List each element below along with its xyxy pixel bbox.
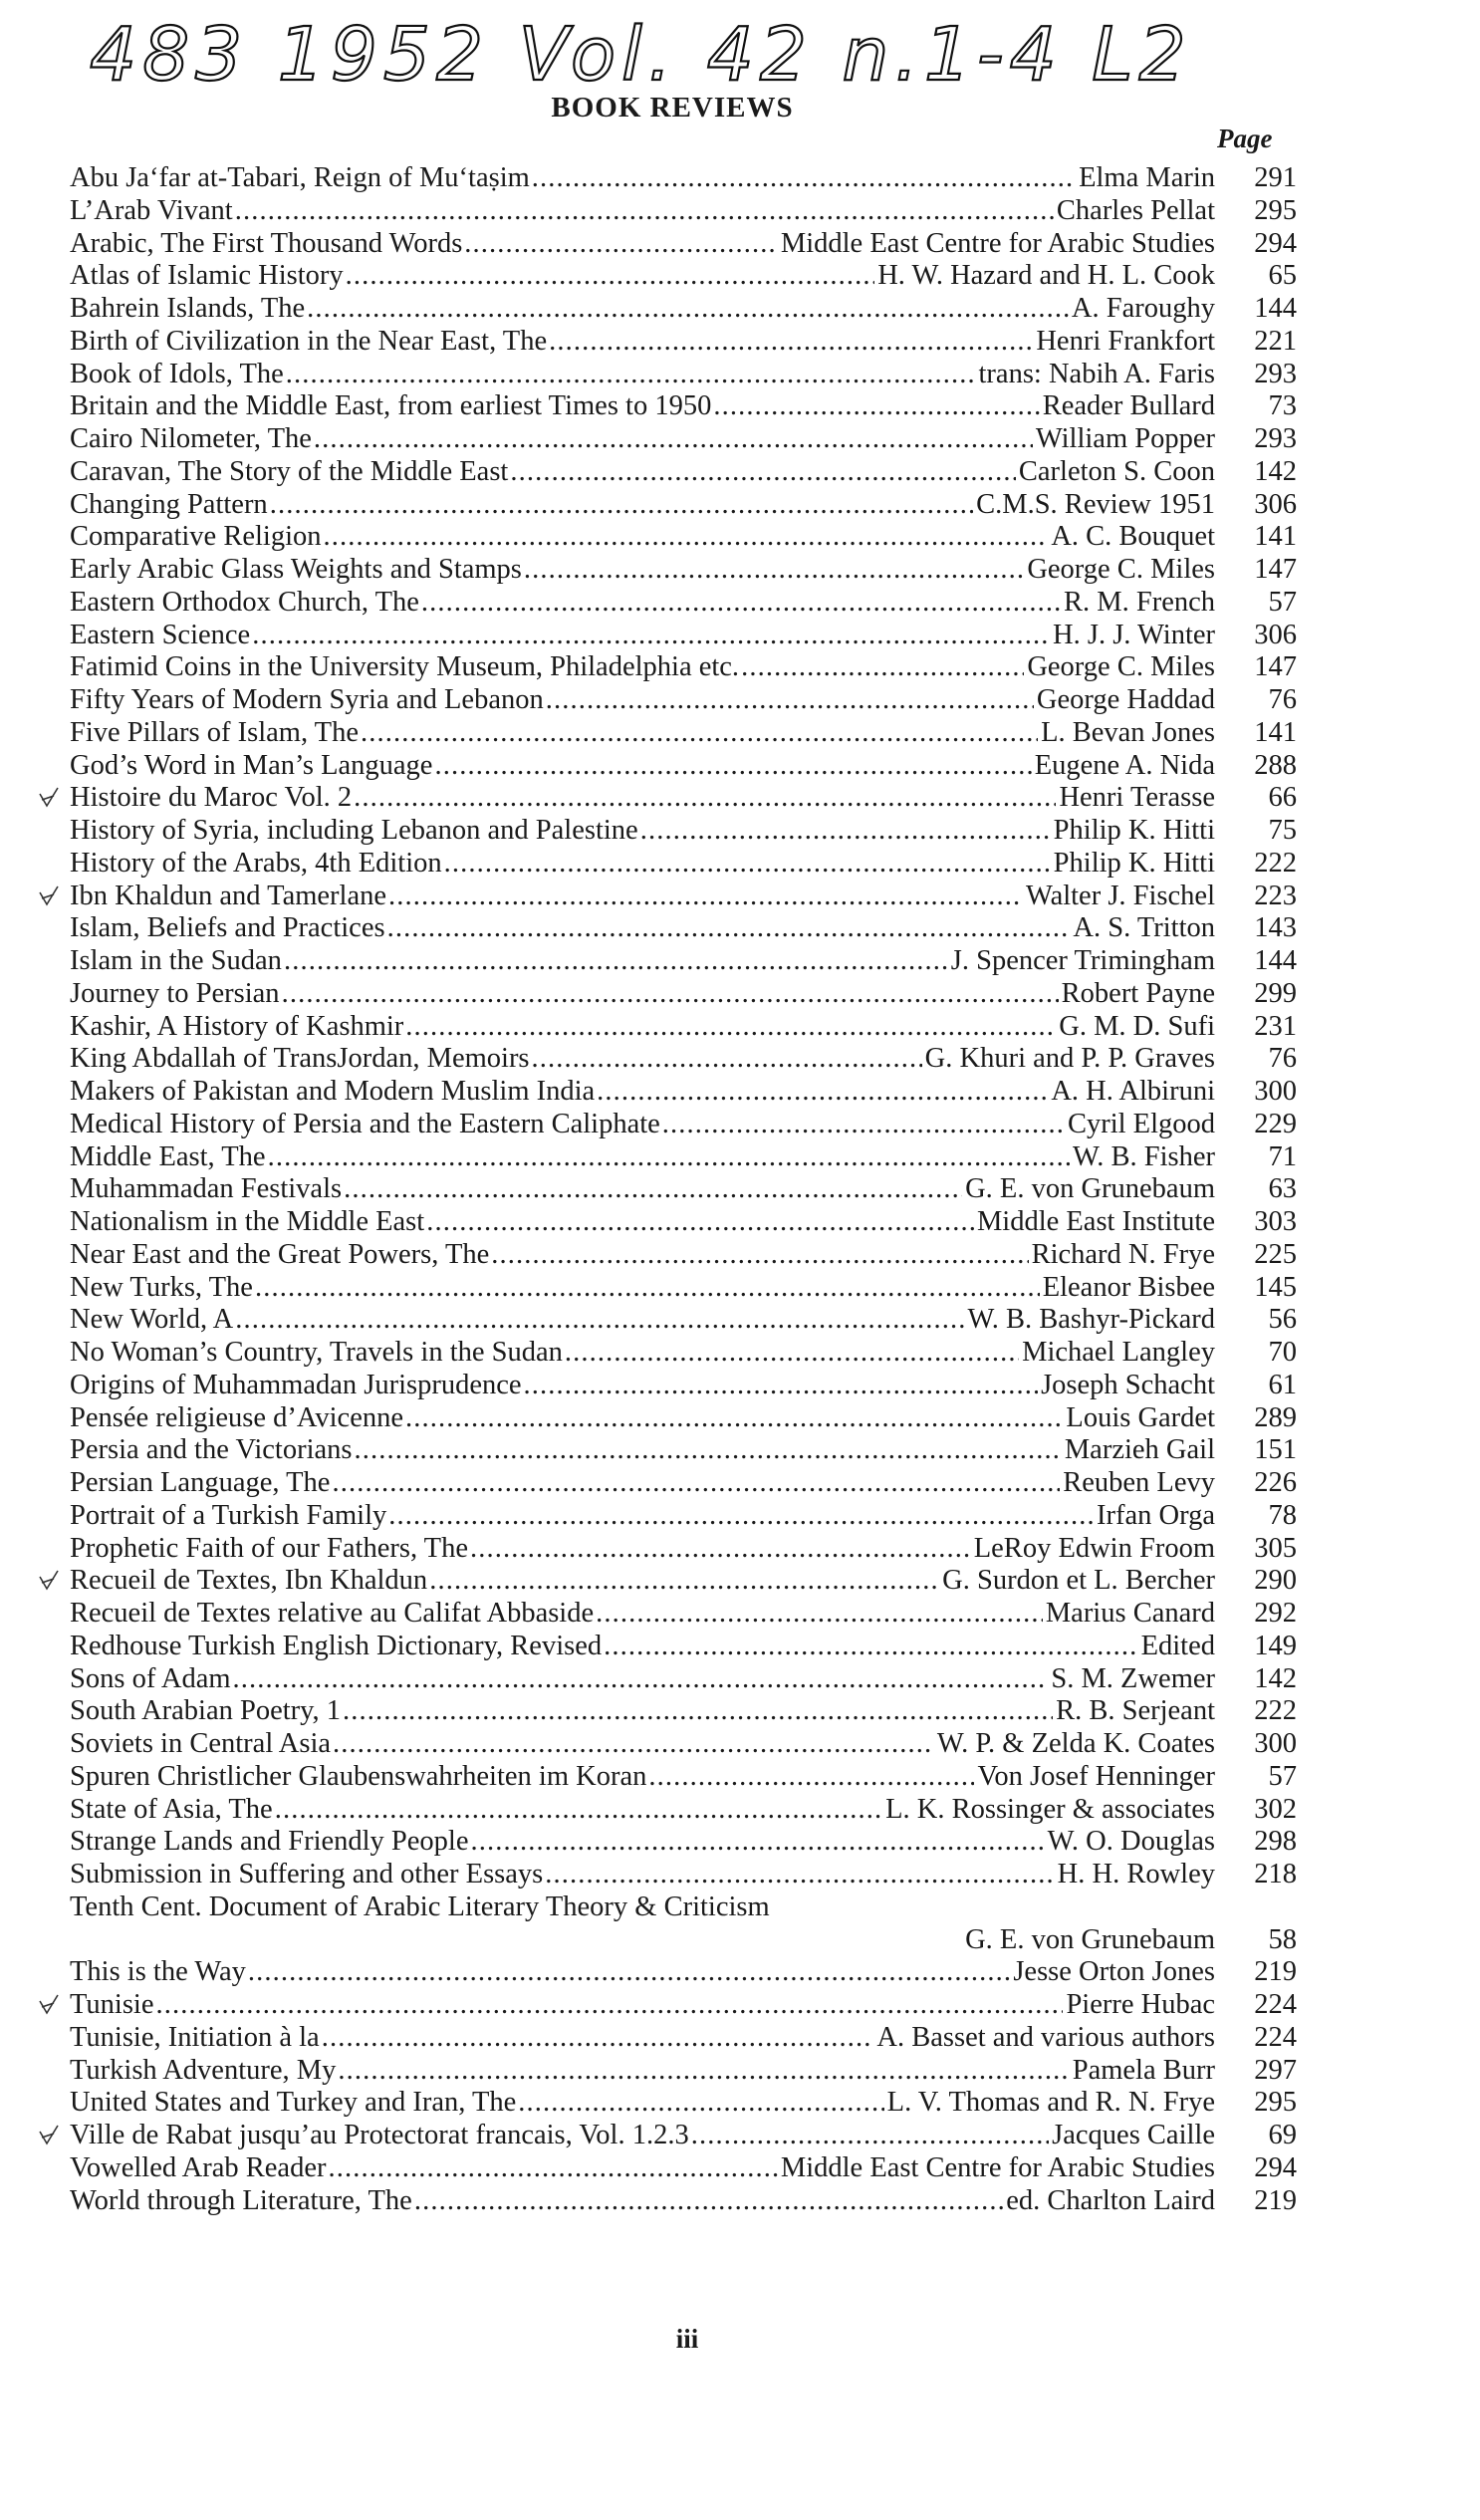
entry-page: 222 xyxy=(1254,1695,1297,1727)
entry-reviewer: Jacques Caille xyxy=(1049,2120,1215,2152)
review-entry xyxy=(70,1761,1297,1794)
review-entry xyxy=(70,1565,1297,1598)
entry-page: 76 xyxy=(1268,1043,1297,1075)
entry-reviewer: Michael Langley xyxy=(1019,1337,1215,1370)
entry-title: Vowelled Arab Reader xyxy=(70,2151,327,2183)
entry-page: 61 xyxy=(1268,1369,1297,1400)
entry-leader xyxy=(70,1467,1215,1500)
entry-reviewer: Louis Gardet xyxy=(1063,1402,1215,1435)
handwritten-check-mark-icon xyxy=(38,1993,60,2017)
entry-title: Soviets in Central Asia xyxy=(70,1728,332,1759)
entry-reviewer: A. Basset and various authors xyxy=(873,2022,1215,2055)
entry-leader xyxy=(70,1076,1215,1109)
entry-reviewer: R. M. French xyxy=(1061,587,1215,620)
entry-page: 141 xyxy=(1254,716,1297,748)
entry-leader xyxy=(70,620,1215,652)
review-entry xyxy=(70,554,1297,587)
entry-page: 57 xyxy=(1268,586,1297,618)
entry-title: Tunisie xyxy=(70,1989,154,2020)
entry-reviewer: Von Josef Henninger xyxy=(974,1761,1215,1794)
entry-title: Submission in Suffering and other Essays xyxy=(70,1859,544,1890)
entry-title: United States and Turkey and Iran, The xyxy=(70,2087,517,2119)
entry-title: Abu Ja‘far at-Tabari, Reign of Mu‘taṣim xyxy=(70,162,530,193)
entry-reviewer: H. H. Rowley xyxy=(1055,1859,1215,1891)
entry-page: 75 xyxy=(1268,815,1297,846)
entry-title: Atlas of Islamic History xyxy=(70,260,344,292)
entry-leader xyxy=(70,1989,1215,2022)
review-entry xyxy=(70,1663,1297,1696)
entry-page: 151 xyxy=(1254,1434,1297,1466)
handwritten-check-mark-icon xyxy=(38,2124,60,2147)
entry-page: 295 xyxy=(1254,2087,1297,2119)
review-entry xyxy=(70,1337,1297,1370)
entry-reviewer: Philip K. Hitti xyxy=(1051,815,1215,848)
entry-title: Makers of Pakistan and Modern Muslim India xyxy=(70,1076,596,1107)
entry-page: 144 xyxy=(1254,945,1297,976)
entry-page: 147 xyxy=(1254,554,1297,585)
entry-reviewer: C.M.S. Review 1951 xyxy=(973,489,1215,522)
entry-title: State of Asia, The xyxy=(70,1793,273,1825)
review-entry xyxy=(70,1402,1297,1435)
entry-title: Eastern Orthodox Church, The xyxy=(70,586,419,618)
entry-title: Nationalism in the Middle East xyxy=(70,1206,425,1237)
review-entry xyxy=(70,326,1297,359)
entry-title: L’Arab Vivant xyxy=(70,194,233,226)
entry-title: Five Pillars of Islam, The xyxy=(70,716,359,748)
review-entry xyxy=(70,521,1297,554)
entry-reviewer: A. S. Tritton xyxy=(1070,912,1215,945)
entry-leader xyxy=(70,1695,1215,1728)
entry-page: 224 xyxy=(1254,2021,1297,2053)
entry-reviewer: Irfan Orga xyxy=(1094,1500,1215,1533)
review-entry xyxy=(70,1598,1297,1631)
entry-page: 290 xyxy=(1254,1565,1297,1597)
entry-reviewer: R. B. Serjeant xyxy=(1053,1695,1215,1728)
entry-reviewer: George C. Miles xyxy=(1024,554,1215,587)
entry-page: 66 xyxy=(1268,782,1297,814)
entry-title: Ville de Rabat jusqu’au Protectorat francais, Vol. 1.2.3 xyxy=(70,2120,689,2150)
entry-reviewer: G. E. von Grunebaum xyxy=(962,1173,1215,1206)
entry-reviewer: G. Khuri and P. P. Graves xyxy=(922,1043,1215,1076)
entry-leader xyxy=(70,293,1215,326)
review-entry xyxy=(70,359,1297,391)
review-entry xyxy=(70,1956,1297,1989)
review-entry xyxy=(70,260,1297,293)
entry-page: 297 xyxy=(1254,2054,1297,2086)
entry-page: 219 xyxy=(1254,2184,1297,2216)
review-entry xyxy=(70,2152,1297,2185)
entry-page: 218 xyxy=(1254,1859,1297,1890)
entry-reviewer: W. B. Bashyr-Pickard xyxy=(964,1304,1215,1337)
entry-page: 293 xyxy=(1254,423,1297,454)
entry-reviewer: ed. Charlton Laird xyxy=(1003,2185,1215,2218)
entry-reviewer: Marius Canard xyxy=(1043,1598,1215,1631)
entry-title: Near East and the Great Powers, The xyxy=(70,1238,490,1270)
page-column-header: Page xyxy=(1217,124,1273,153)
review-entry xyxy=(70,195,1297,228)
entry-reviewer: G. M. D. Sufi xyxy=(1056,1011,1215,1044)
entry-reviewer: W. O. Douglas xyxy=(1045,1826,1215,1859)
entry-page: 303 xyxy=(1254,1206,1297,1237)
entry-page: 65 xyxy=(1268,260,1297,292)
entry-page: 142 xyxy=(1254,455,1297,487)
review-entry xyxy=(70,228,1297,261)
review-entry xyxy=(70,1239,1297,1272)
entry-page: 302 xyxy=(1254,1793,1297,1825)
entry-page: 223 xyxy=(1254,880,1297,911)
entry-page: 56 xyxy=(1268,1304,1297,1336)
entry-reviewer: Pierre Hubac xyxy=(1063,1989,1215,2022)
entry-page: 142 xyxy=(1254,1662,1297,1694)
entry-reviewer: S. M. Zwemer xyxy=(1048,1663,1215,1696)
entry-page: 145 xyxy=(1254,1271,1297,1303)
entry-page: 300 xyxy=(1254,1076,1297,1107)
entry-reviewer: L. Bevan Jones xyxy=(1038,717,1215,750)
entry-reviewer: Eleanor Bisbee xyxy=(1040,1272,1215,1305)
entry-title: Changing Pattern xyxy=(70,488,268,520)
entry-title: Britain and the Middle East, from earliest Times to 1950 xyxy=(70,390,712,422)
page-number: iii xyxy=(675,2324,699,2354)
entry-title: History of Syria, including Lebanon and Palestine xyxy=(70,815,638,846)
entry-reviewer: LeRoy Edwin Froom xyxy=(971,1533,1215,1566)
entry-title: Book of Idols, The xyxy=(70,358,284,389)
entry-page: 229 xyxy=(1254,1108,1297,1139)
entry-page: 149 xyxy=(1254,1630,1297,1661)
entry-reviewer: Pamela Burr xyxy=(1070,2055,1215,2088)
entry-title: Caravan, The Story of the Middle East xyxy=(70,455,509,487)
entry-reviewer: Marzieh Gail xyxy=(1062,1434,1215,1467)
review-entry xyxy=(70,2055,1297,2088)
review-entry xyxy=(70,912,1297,945)
review-entry xyxy=(70,456,1297,489)
review-entry xyxy=(70,978,1297,1011)
entry-leader xyxy=(70,912,1215,945)
entry-reviewer: G. Surdon et L. Bercher xyxy=(939,1565,1215,1598)
review-entry xyxy=(70,1891,1297,1957)
entry-reviewer: Reuben Levy xyxy=(1060,1467,1215,1500)
entry-page: 69 xyxy=(1268,2120,1297,2150)
entry-reviewer: Carleton S. Coon xyxy=(1016,456,1215,489)
entry-leader xyxy=(70,521,1215,554)
review-entry xyxy=(70,2087,1297,2120)
entry-page: 221 xyxy=(1254,325,1297,357)
entry-title: Journey to Persian xyxy=(70,977,280,1009)
entry-page: 294 xyxy=(1254,227,1297,259)
review-entry xyxy=(70,717,1297,750)
entry-title: Recueil de Textes, Ibn Khaldun xyxy=(70,1565,428,1597)
entry-title: Islam in the Sudan xyxy=(70,945,282,976)
entry-title: Fifty Years of Modern Syria and Lebanon xyxy=(70,684,544,715)
entry-reviewer: A. Faroughy xyxy=(1069,293,1215,326)
entry-title: Early Arabic Glass Weights and Stamps xyxy=(70,554,522,585)
entry-leader xyxy=(70,2120,1215,2152)
review-entry xyxy=(70,1695,1297,1728)
review-entry xyxy=(70,587,1297,620)
entry-title: Persian Language, The xyxy=(70,1467,331,1498)
entry-reviewer: Reader Bullard xyxy=(1040,390,1215,423)
entry-reviewer: Middle East Centre for Arabic Studies xyxy=(778,228,1215,261)
review-entry xyxy=(70,1370,1297,1402)
entry-leader xyxy=(70,1891,1215,1924)
review-entry xyxy=(70,1826,1297,1859)
entry-reviewer: Edited xyxy=(1138,1631,1215,1663)
review-entry xyxy=(70,1467,1297,1500)
entry-page: 299 xyxy=(1254,977,1297,1009)
entry-page: 289 xyxy=(1254,1401,1297,1433)
entry-reviewer: trans: Nabih A. Faris xyxy=(976,359,1215,391)
entry-title: Persia and the Victorians xyxy=(70,1434,353,1466)
review-entry xyxy=(70,651,1297,684)
entry-title: Cairo Nilometer, The xyxy=(70,423,312,454)
entry-reviewer: Jesse Orton Jones xyxy=(1010,1956,1215,1989)
entry-title: South Arabian Poetry, 1 xyxy=(70,1695,342,1727)
entry-page: 143 xyxy=(1254,912,1297,944)
page-title: BOOK REVIEWS xyxy=(551,92,794,124)
entry-reviewer: Philip K. Hitti xyxy=(1051,848,1215,881)
review-entry xyxy=(70,620,1297,652)
entry-reviewer: A. H. Albiruni xyxy=(1048,1076,1215,1109)
review-entry xyxy=(70,1272,1297,1305)
review-entry xyxy=(70,1631,1297,1663)
entry-page: 306 xyxy=(1254,619,1297,650)
entry-page: 291 xyxy=(1254,162,1297,193)
entry-leader xyxy=(70,195,1215,228)
review-entry xyxy=(70,1109,1297,1141)
entry-title: Middle East, The xyxy=(70,1140,266,1172)
entry-leader xyxy=(70,1402,1215,1435)
entry-leader xyxy=(70,2055,1215,2088)
entry-title: Fatimid Coins in the University Museum, Philadelphia etc. xyxy=(70,651,740,683)
review-entry xyxy=(70,848,1297,881)
entry-leader xyxy=(70,1859,1215,1891)
entry-leader xyxy=(70,782,1215,815)
entry-page: 63 xyxy=(1268,1173,1297,1205)
review-entry xyxy=(70,1989,1297,2022)
review-entry xyxy=(70,1728,1297,1761)
review-entry xyxy=(70,1304,1297,1337)
entry-page: 70 xyxy=(1268,1337,1297,1368)
entry-title: Kashir, A History of Kashmir xyxy=(70,1010,404,1042)
entry-leader xyxy=(70,587,1215,620)
entry-page: 57 xyxy=(1268,1760,1297,1792)
entry-reviewer: L. K. Rossinger & associates xyxy=(882,1794,1215,1827)
entry-title: Islam, Beliefs and Practices xyxy=(70,912,385,944)
entry-reviewer: Charles Pellat xyxy=(1054,195,1215,228)
entry-title: Ibn Khaldun and Tamerlane xyxy=(70,880,386,911)
review-entry xyxy=(70,1794,1297,1827)
entry-reviewer: A. C. Bouquet xyxy=(1048,521,1215,554)
entry-page: 294 xyxy=(1254,2151,1297,2183)
review-entry xyxy=(70,1434,1297,1467)
review-entry xyxy=(70,293,1297,326)
entry-title: Spuren Christlicher Glaubenswahrheiten im Koran xyxy=(70,1760,647,1792)
entry-leader xyxy=(70,1434,1215,1467)
review-entry xyxy=(70,1500,1297,1533)
entry-reviewer: William Popper xyxy=(1033,423,1215,456)
entry-title: Muhammadan Festivals xyxy=(70,1173,343,1205)
entry-title: No Woman’s Country, Travels in the Sudan xyxy=(70,1337,563,1368)
entry-page: 306 xyxy=(1254,488,1297,520)
review-entry xyxy=(70,881,1297,913)
entry-leader xyxy=(70,1663,1215,1696)
entry-title: History of the Arabs, 4th Edition xyxy=(70,847,442,879)
review-entry xyxy=(70,1173,1297,1206)
entry-title: Medical History of Persia and the Eastern Caliphate xyxy=(70,1108,660,1139)
entry-page: 141 xyxy=(1254,521,1297,553)
entry-page: 222 xyxy=(1254,847,1297,879)
entry-title: Origins of Muhammadan Jurisprudence xyxy=(70,1369,522,1400)
entry-title: Redhouse Turkish English Dictionary, Revised xyxy=(70,1630,603,1661)
review-entry xyxy=(70,1141,1297,1174)
entry-title: Strange Lands and Friendly People xyxy=(70,1826,469,1858)
review-entry xyxy=(70,1043,1297,1076)
review-entry xyxy=(70,390,1297,423)
entry-reviewer: H. J. J. Winter xyxy=(1050,620,1215,652)
entry-title: Tunisie, Initiation à la xyxy=(70,2021,320,2053)
handwritten-check-mark-icon xyxy=(38,786,60,810)
review-entry xyxy=(70,2120,1297,2152)
entry-title: Eastern Science xyxy=(70,619,251,650)
entry-reviewer: Eugene A. Nida xyxy=(1032,750,1215,783)
entry-title: New World, A xyxy=(70,1304,234,1336)
entry-page: 231 xyxy=(1254,1010,1297,1042)
entry-leader xyxy=(70,815,1215,848)
entry-page: 144 xyxy=(1254,293,1297,324)
entry-reviewer: G. E. von Grunebaum xyxy=(962,1924,1215,1957)
entry-reviewer: W. B. Fisher xyxy=(1070,1141,1215,1174)
entry-reviewer: Richard N. Frye xyxy=(1029,1239,1215,1272)
entry-page: 71 xyxy=(1268,1140,1297,1172)
entry-reviewer: H. W. Hazard and H. L. Cook xyxy=(874,260,1215,293)
entry-reviewer: Joseph Schacht xyxy=(1038,1370,1215,1402)
entry-leader xyxy=(70,1011,1215,1044)
entry-title: Sons of Adam xyxy=(70,1662,231,1694)
entry-page: 295 xyxy=(1254,194,1297,226)
entry-page: 300 xyxy=(1254,1728,1297,1759)
entry-title: Tenth Cent. Document of Arabic Literary Theory & Criticism xyxy=(70,1890,770,1922)
entry-title: Comparative Religion xyxy=(70,521,322,553)
entry-leader xyxy=(70,1631,1215,1663)
entry-page: 288 xyxy=(1254,749,1297,781)
entry-title: Histoire du Maroc Vol. 2 xyxy=(70,782,353,814)
entry-title: Recueil de Textes relative au Califat Abbaside xyxy=(70,1598,595,1629)
review-entry xyxy=(70,162,1297,195)
entry-reviewer: L. V. Thomas and R. N. Frye xyxy=(884,2087,1215,2120)
entry-reviewer: Henri Terasse xyxy=(1056,782,1215,815)
entry-reviewer: Walter J. Fischel xyxy=(1023,881,1215,913)
entry-title: Portrait of a Turkish Family xyxy=(70,1499,387,1531)
entry-page: 225 xyxy=(1254,1238,1297,1270)
review-entry xyxy=(70,423,1297,456)
entry-leader xyxy=(70,1500,1215,1533)
entry-reviewer: George C. Miles xyxy=(1024,651,1215,684)
entry-reviewer: Cyril Elgood xyxy=(1065,1109,1215,1141)
entry-page: 76 xyxy=(1268,684,1297,715)
entry-title: Birth of Civilization in the Near East, The xyxy=(70,325,548,357)
entry-reviewer: Henri Frankfort xyxy=(1033,326,1215,359)
book-review-list xyxy=(70,162,1297,2217)
entry-reviewer: Middle East Centre for Arabic Studies xyxy=(778,2152,1215,2185)
entry-reviewer: Elma Marin xyxy=(1076,162,1215,195)
entry-reviewer: J. Spencer Trimingham xyxy=(948,945,1215,978)
entry-page: 58 xyxy=(1268,1923,1297,1955)
entry-page: 293 xyxy=(1254,358,1297,389)
entry-leader xyxy=(70,1141,1215,1174)
entry-title: Bahrein Islands, The xyxy=(70,293,306,324)
review-entry xyxy=(70,1076,1297,1109)
entry-page: 78 xyxy=(1268,1499,1297,1531)
entry-title: Turkish Adventure, My xyxy=(70,2054,337,2086)
review-entry xyxy=(70,1859,1297,1891)
entry-leader xyxy=(70,162,1215,195)
entry-title: New Turks, The xyxy=(70,1271,253,1303)
review-entry xyxy=(70,782,1297,815)
entry-page: 298 xyxy=(1254,1826,1297,1858)
entry-reviewer: Robert Payne xyxy=(1059,978,1215,1011)
review-entry xyxy=(70,815,1297,848)
handwritten-check-mark-icon xyxy=(38,1569,60,1593)
entry-reviewer: W. P. & Zelda K. Coates xyxy=(934,1728,1215,1761)
entry-page: 292 xyxy=(1254,1598,1297,1629)
entry-page: 226 xyxy=(1254,1467,1297,1498)
review-entry xyxy=(70,684,1297,717)
review-entry xyxy=(70,489,1297,522)
review-entry xyxy=(70,945,1297,978)
entry-page: 147 xyxy=(1254,651,1297,683)
entry-title: God’s Word in Man’s Language xyxy=(70,749,433,781)
review-entry xyxy=(70,2185,1297,2218)
handwritten-note-text: 483 1952 Vol. 42 n.1-4 L2 xyxy=(90,12,1192,98)
entry-leader xyxy=(70,978,1215,1011)
entry-page: 219 xyxy=(1254,1956,1297,1988)
entry-title: Pensée religieuse d’Avicenne xyxy=(70,1401,404,1433)
entry-reviewer: George Haddad xyxy=(1034,684,1215,717)
review-entry xyxy=(70,1533,1297,1566)
entry-title: This is the Way xyxy=(70,1956,246,1988)
entry-title: Prophetic Faith of our Fathers, The xyxy=(70,1532,468,1564)
entry-title: World through Literature, The xyxy=(70,2184,412,2216)
handwritten-catalog-note xyxy=(80,10,1454,100)
entry-reviewer: Middle East Institute xyxy=(974,1206,1215,1239)
entry-title: King Abdallah of TransJordan, Memoirs xyxy=(70,1043,530,1075)
entry-leader xyxy=(70,848,1215,881)
entry-page: 224 xyxy=(1254,1989,1297,2020)
entry-leader xyxy=(70,1826,1215,1859)
entry-page: 305 xyxy=(1254,1532,1297,1564)
review-entry xyxy=(70,1011,1297,1044)
handwritten-check-mark-icon xyxy=(38,884,60,908)
review-entry xyxy=(70,750,1297,783)
entry-page: 73 xyxy=(1268,390,1297,422)
review-entry xyxy=(70,2022,1297,2055)
review-entry xyxy=(70,1206,1297,1239)
entry-leader xyxy=(70,1109,1215,1141)
entry-title: Arabic, The First Thousand Words xyxy=(70,227,463,259)
